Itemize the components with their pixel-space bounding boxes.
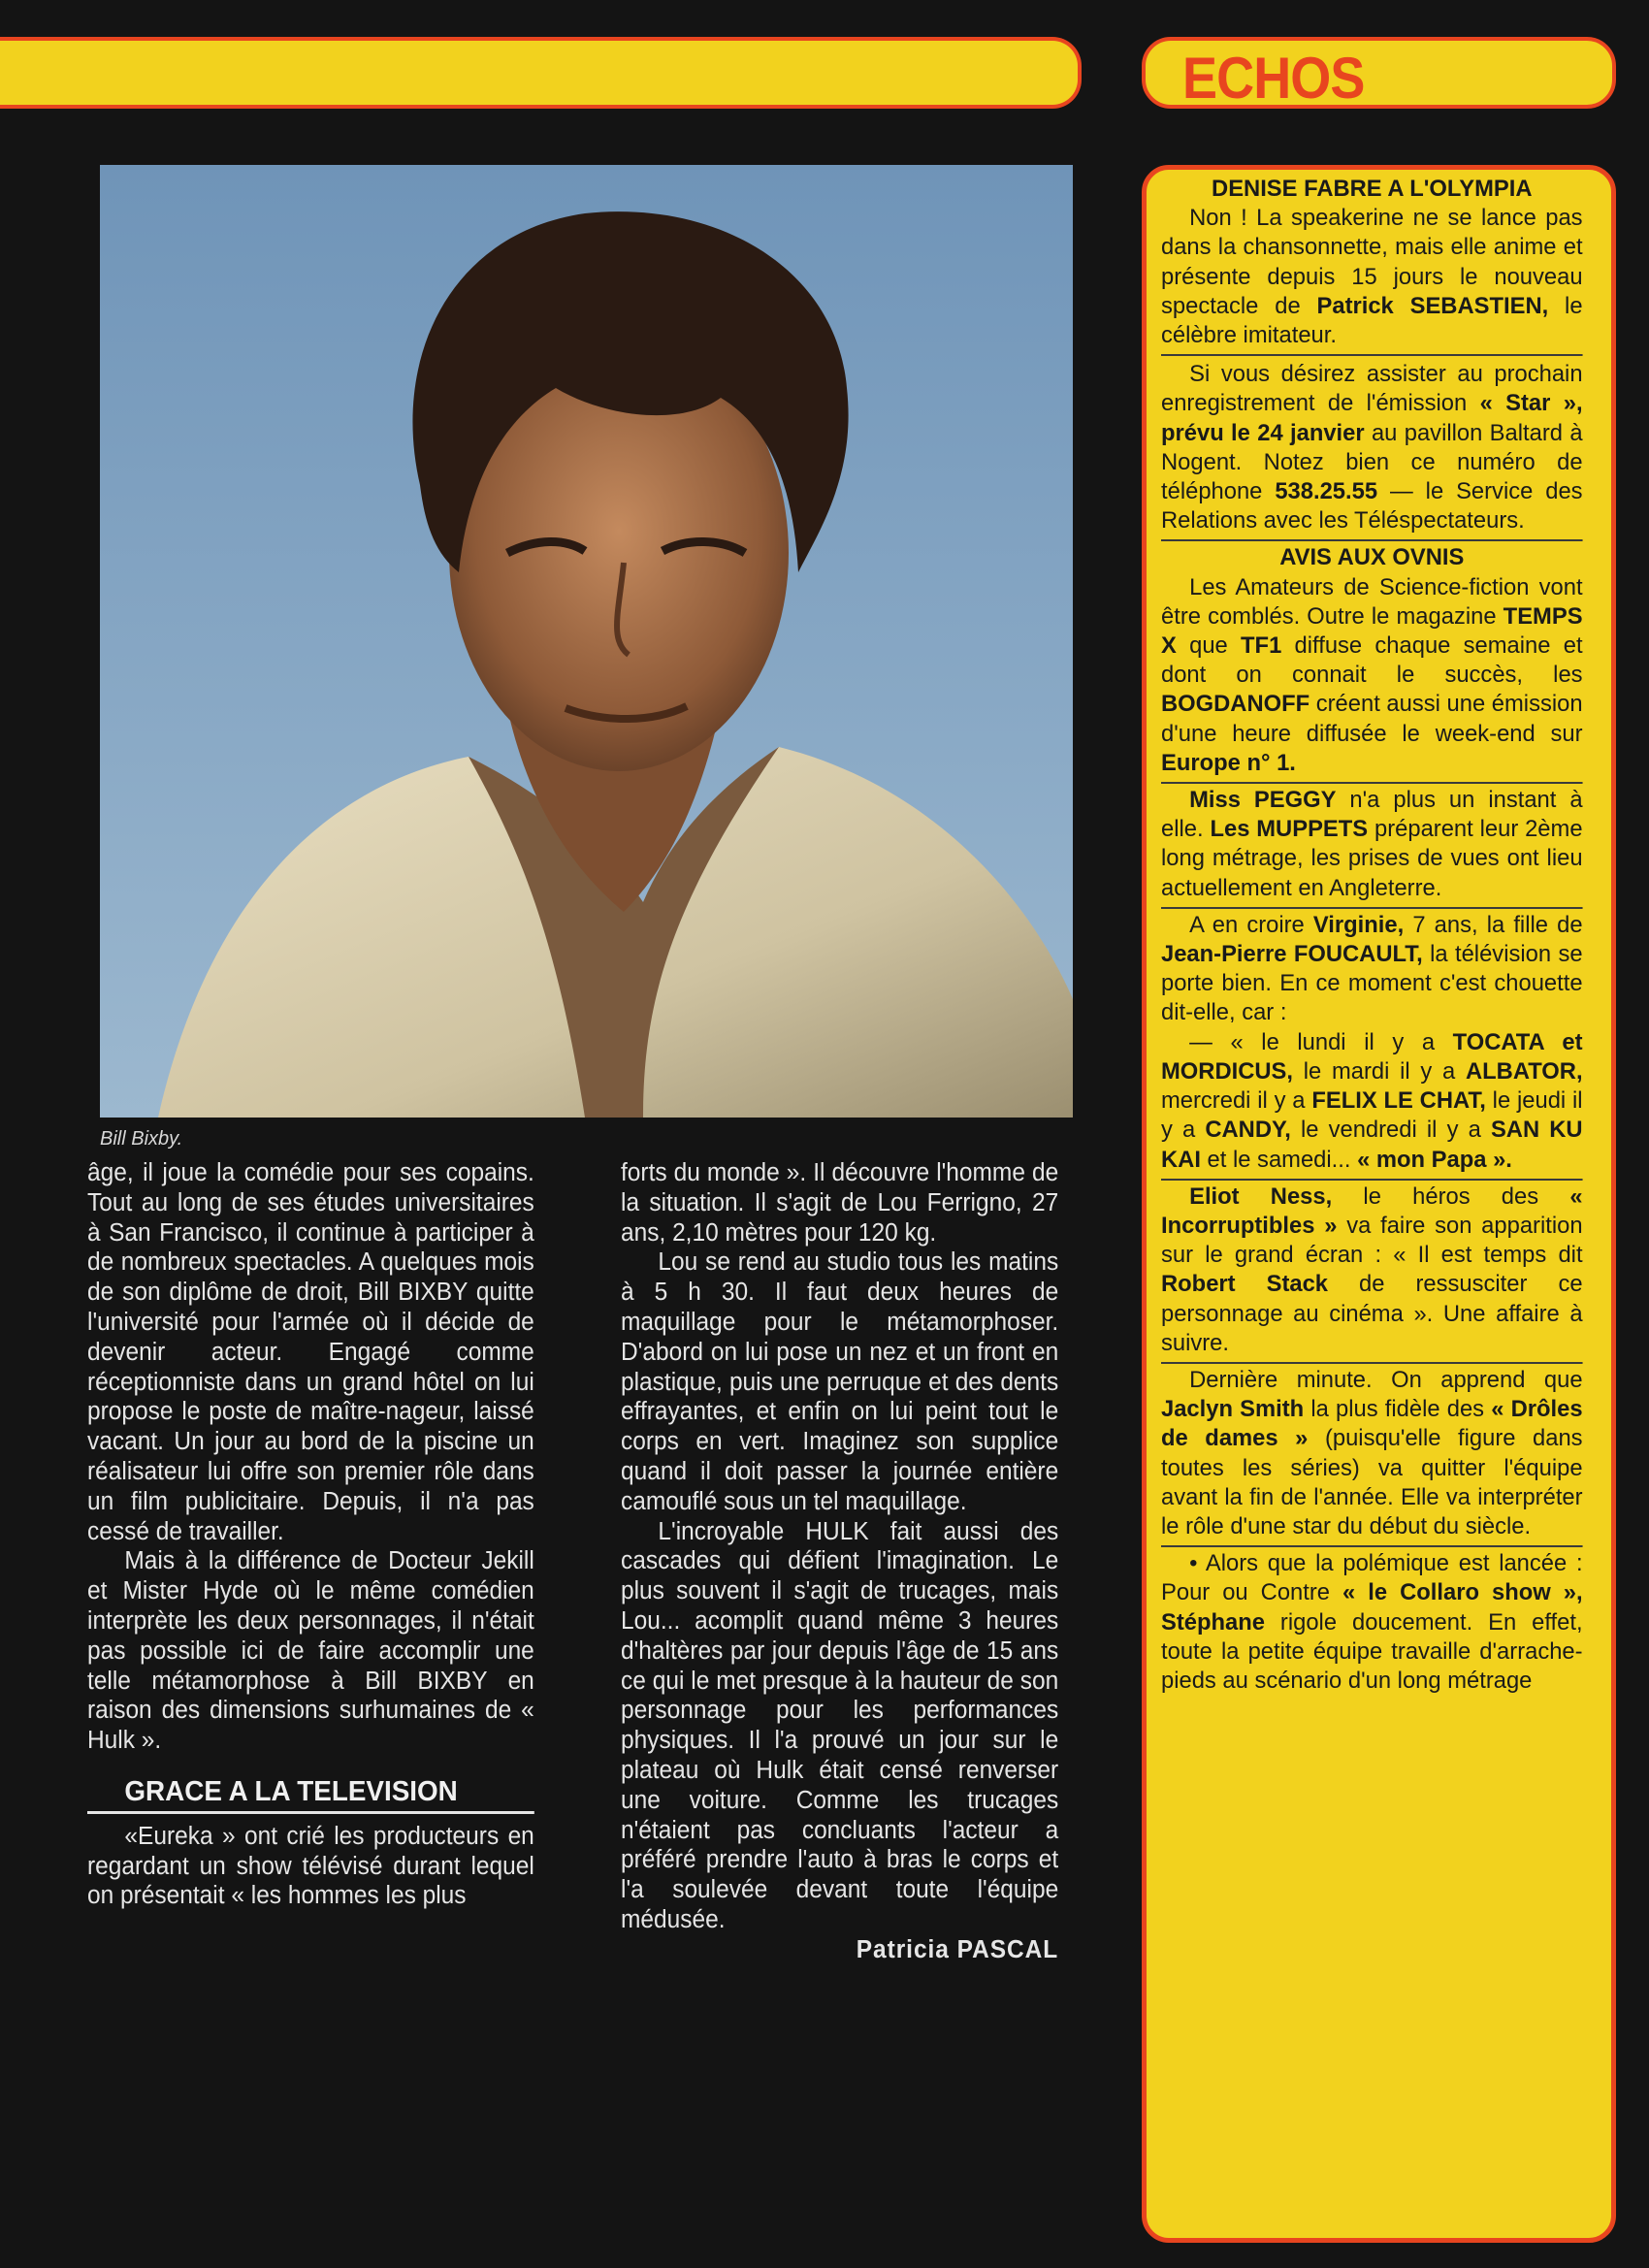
section-title: ECHOS [1182, 46, 1365, 111]
portrait-photo [100, 165, 1073, 1118]
article-subheading: GRACE A LA TELEVISION [87, 1777, 534, 1814]
article-paragraph: Mais à la différence de Docteur Jekill et Mister Hyde où le même comédien interprète les deux personnages, il n'était pas possible ici de faire accomplir une telle métamorphose à Bill BIXBY en raison des dimensions surhumaines de « Hulk ». [87, 1547, 534, 1755]
article-column-2 [621, 1158, 1058, 1965]
article-paragraph: Lou se rend au studio tous les matins à 5 h 30. Il faut deux heures de maquillage pour le métamorphoser. D'abord on lui pose un nez et un front en plastique, puis une perruque et des dents effrayantes, et enfin on lui peint tout le corps en vert. Imaginez son supplice quand il doit passer la journée entière camouflé sous un tel maquillage. [621, 1248, 1059, 1515]
echo-item [1161, 1547, 1583, 1700]
echo-item [1161, 1364, 1583, 1547]
article-paragraph: forts du monde ». Il découvre l'homme de la situation. Il s'agit de Lou Ferrigno, 27 ans, 2,10 mètres pour 120 kg. [621, 1159, 1059, 1247]
echo-item [1161, 784, 1583, 909]
article-paragraph: L'incroyable HULK fait aussi des cascades qui défient l'imagination. Le plus souvent il s'agit de trucages, mais Lou... acomplit quand même 3 heures d'haltères par jour depuis l'âge de 15 ans ce qui le met presque à la hauteur de son personnage pour les performances physiques. Il l'a prouvé un jour sur le plateau où Hulk était censé renverser une voiture. Comme les trucages n'étaient pas concluants l'acteur a préféré prendre l'auto à bras le corps et l'a soulevée devant toute l'équipe médusée. [621, 1517, 1059, 1933]
header-bar [0, 37, 1082, 109]
echos-tab [1142, 37, 1616, 109]
echo-paragraph: • Alors que la polémique est lancée : Pour ou Contre « le Collaro show », Stéphane rigole doucement. En effet, toute la petite équipe travaille d'arrache-pieds au scénario d'un long métrage [1161, 1550, 1583, 1694]
echo-paragraph: Non ! La speakerine ne se lance pas dans la chansonnette, mais elle anime et présente depuis 15 jours le nouveau spectacle de Patrick SEBASTIEN, le célèbre imitateur. [1161, 205, 1583, 349]
echo-item [1161, 541, 1583, 784]
echo-paragraph: Si vous désirez assister au prochain enregistrement de l'émission « Star », prévu le 24 janvier au pavillon Baltard à Nogent. Notez bien ce numéro de téléphone 538.25.55 — le Service des Relations avec les Téléspectateurs. [1161, 354, 1583, 535]
echo-title: AVIS AUX OVNIS [1279, 544, 1465, 571]
echo-paragraph: Dernière minute. On apprend que Jaclyn Smith la plus fidèle des « Drôles de dames » (puisqu'elle figure dans toutes les séries) va quitter l'équipe avant la fin de l'année. Elle va interpréter le rôle d'une star du début du siècle. [1161, 1366, 1583, 1539]
echo-paragraph: Miss PEGGY n'a plus un instant à elle. Les MUPPETS préparent leur 2ème long métrage, les prises de vues ont lieu actuellement en Angleterre. [1161, 787, 1583, 901]
article-column-1 [87, 1158, 534, 1911]
echo-item [1161, 173, 1583, 541]
echo-paragraph: — « le lundi il y a TOCATA et MORDICUS, le mardi il y a ALBATOR, mercredi il y a FELIX LE CHAT, le jeudi il y a CANDY, le vendredi il y a SAN KU KAI et le samedi... « mon Papa ». [1161, 1028, 1583, 1173]
echo-paragraph: Eliot Ness, le héros des « Incorruptibles » va faire son apparition sur le grand écran : « Il est temps dit Robert Stack de ressusciter ce personnage au cinéma ». Une affaire à suivre. [1161, 1183, 1583, 1356]
echo-paragraph: Les Amateurs de Science-fiction vont être comblés. Outre le magazine TEMPS X que TF1 diffuse chaque semaine et dont on connait le succès, les BOGDANOFF créent aussi une émission d'une heure diffusée le week-end sur Europe n° 1. [1161, 573, 1583, 776]
echo-item [1161, 1181, 1583, 1364]
portrait-image [100, 165, 1073, 1118]
article-byline: Patricia PASCAL [856, 1935, 1059, 1963]
echo-item [1161, 909, 1583, 1181]
echo-title: DENISE FABRE A L'OLYMPIA [1212, 176, 1533, 202]
photo-caption: Bill Bixby. [100, 1128, 183, 1150]
echo-paragraph: A en croire Virginie, 7 ans, la fille de Jean-Pierre FOUCAULT, la télévision se porte bien. En ce moment c'est chouette dit-elle, car : [1161, 911, 1583, 1026]
echos-column [1161, 173, 1583, 1700]
article-paragraph: «Eureka » ont crié les producteurs en regardant un show télévisé durant lequel on présentait « les hommes les plus [87, 1822, 534, 1910]
article-paragraph: âge, il joue la comédie pour ses copains. Tout au long de ses études universitaires à San Francisco, il continue à participer à de nombreux spectacles. A quelques mois de son diplôme de droit, Bill BIXBY quitte l'université pour l'armée où il décide de devenir acteur. Engagé comme réceptionniste dans un grand hôtel on lui propose le poste de maître-nageur, laissé vacant. Un jour au bord de la piscine un réalisateur lui offre son premier rôle dans un film publicitaire. Depuis, il n'a pas cessé de travailler. [87, 1159, 534, 1545]
